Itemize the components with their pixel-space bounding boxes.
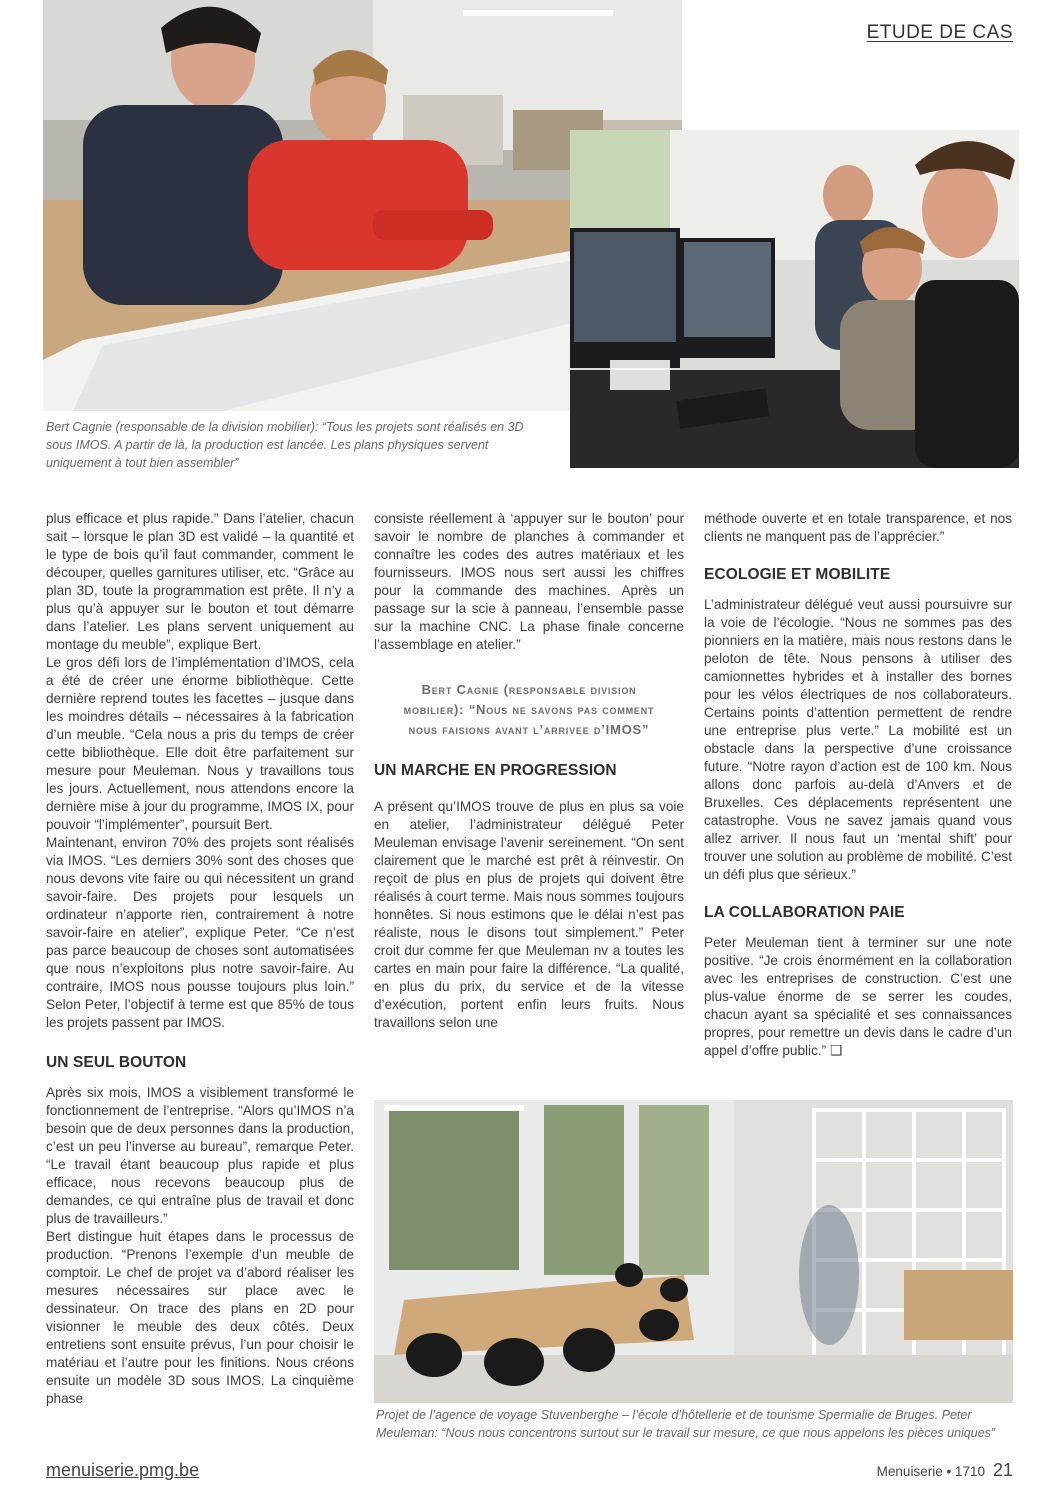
heading-collaboration: LA COLLABORATION PAIE [704, 904, 905, 921]
paragraph: Peter Meuleman tient à terminer sur une note positive. “Je crois énormément en la collaboration avec les entreprises de construction. C’est une plus-value énorme de se serrer les coudes, chacun ayant sa spécialité et ses connaissances propres, pour remettre un devis dans le cadre d’un appel d’offre public.” ❑ [704, 935, 1012, 1058]
column-3 [704, 510, 1012, 1060]
heading-ecologie-mobilite: ECOLOGIE ET MOBILITE [704, 566, 891, 583]
column-1 [46, 510, 354, 1408]
pull-quote: Bert Cagnie (responsable division mobilier): “Nous ne savons pas comment nous faisions avant l’arrivee d’IMOS” [403, 682, 655, 737]
caption-top: Bert Cagnie (responsable de la division mobilier): “Tous les projets sont réalisés en 3D sous IMOS. A partir de là, la production est lancée. Les plans physiques servent uniquement à tout bien assembler” [46, 420, 524, 470]
footer-website[interactable]: menuiserie.pmg.be [46, 1460, 200, 1480]
magazine-issue: Menuiserie • 1710 [876, 1464, 985, 1479]
paragraph: A présent qu’IMOS trouve de plus en plus sa voie en atelier, l’administrateur délégué Peter Meuleman envisage l’avenir sereinement. “On sent clairement que le marché est prêt à réinvestir. On reçoit de plus en plus de projets qui doivent être réalisés à court terme. Mais nous sommes toujours honnêtes. Si nous estimons que le délai n’est pas réaliste, nous le disons tout simplement.” Peter croit dur comme fer que Meuleman nv a toutes les cartes en main pour faire la différence. “La qualité, en plus du prix, du service et de la vitesse d’exécution, portent enfin leurs fruits. Nous travaillons selon une [374, 799, 684, 1030]
caption-bottom: Projet de l’agence de voyage Stuvenberghe – l’école d’hôtellerie et de tourisme Spermalie de Bruges. Peter Meuleman: “Nous nous concentrons surtout sur le travail sur mesure, ce que nous appelons les pièces uniques” [376, 1408, 996, 1440]
paragraph: Maintenant, environ 70% des projets sont réalisés via IMOS. “Les derniers 30% sont des choses que nous devons vite faire ou qui nécessitent un grand savoir-faire. Des projets pour lesquels un ordinateur n’apporte rien, contrairement à notre savoir-faire en atelier”, explique Peter. “Ce n’est pas parce beaucoup de choses sont automatisées que nous n’exploitons plus notre savoir-faire. Au contraire, IMOS nous pousse toujours plus loin.” Selon Peter, l’objectif à terme est que 85% de tous les projets passent par IMOS. [46, 835, 354, 1030]
footer-issue [877, 1460, 1013, 1481]
paragraph: Le gros défi lors de l’implémentation d’IMOS, cela a été de créer une énorme bibliothèque. Cette dernière reprend toutes les facettes – jusque dans les moindres détails – nécessaires à la fabrication d’un meuble. “Cela nous a pris du temps de créer cette bibliothèque. Elle doit être parfaitement sur mesure pour Meuleman. Nous y travaillons tous les jours. Actuellement, nous attendons encore la dernière mise à jour du programme, IMOS IX, pour pouvoir “l’implémenter”, poursuit Bert. [46, 655, 354, 832]
paragraph: L’administrateur délégué veut aussi poursuivre sur la voie de l’écologie. “Nous ne sommes pas des pionniers en la matière, mais nous restons dans le peloton de tête. Nous pensons à utiliser des camionnettes hybrides et à installer des bornes pour les vélos électriques de nos collaborateurs. Certains points d’attention permettent de rendre une entreprise plus verte.” La mobilité est un obstacle dans la perspective d’une croissance future. “Notre rayon d’action est de 100 km. Nous allons donc parfois au-delà d’Anvers et de Bruxelles. Ces déplacements représentent une catastrophe. Vous ne savez jamais quand vous allez arriver. Il nous faut un ‘mental shift’ pour trouver une solution au problème de mobilité. C’est un défi plus que sérieux.” [704, 597, 1012, 882]
paragraph: Après six mois, IMOS a visiblement transformé le fonctionnement de l’entreprise. “Alors qu’IMOS n’a besoin que de deux personnes dans la production, c’est un peu l’inverse au bureau”, remarque Peter. “Le travail étant beaucoup plus rapide et plus efficace, nous recevons beaucoup plus de demandes, ce qui entraîne plus de travail et donc plus de travailleurs.” [46, 1085, 354, 1226]
paragraph: plus efficace et plus rapide.” Dans l’atelier, chacun sait – lorsque le plan 3D est validé – la quantité et le type de bois qu’il faut commander, comment le découper, quelles garnitures utiliser, etc. “Grâce au plan 3D, toute la programmation est prête. Il n’y a plus qu’à appuyer sur le bouton et tout démarre dans l’atelier. Les plans servent uniquement au montage du meuble”, explique Bert. [46, 511, 354, 652]
page-number: 21 [992, 1460, 1013, 1480]
photo-office-computer [570, 130, 1019, 468]
column-2 [374, 510, 684, 1032]
paragraph: consiste réellement à ‘appuyer sur le bouton’ pour savoir le nombre de planches à commander et connaître les codes des autres matériaux et les fournisseurs. IMOS nous sert aussi les chiffres pour la commande des machines. Après un passage sur la scie à panneau, l’ensemble passe sur la machine CNC. La phase finale concerne l’assemblage en atelier.” [374, 511, 684, 652]
section-tag: ETUDE DE CAS [866, 22, 1013, 43]
paragraph: méthode ouverte et en totale transparence, et nos clients ne manquent pas de l’apprécier.” [704, 511, 1012, 544]
heading-un-seul-bouton: UN SEUL BOUTON [46, 1054, 187, 1071]
heading-marche-progression: UN MARCHE EN PROGRESSION [374, 762, 617, 779]
paragraph: Bert distingue huit étapes dans le processus de production. “Prenons l’exemple d’un meuble de comptoir. Le chef de projet va d’abord réaliser les mesures nécessaires sur place avec le dessinateur. On trace des plans en 2D pour visionner le meuble des deux côtés. Deux entretiens sont ensuite prévus, l’un pour choisir le matériau et l’autre pour les finitions. Nous créons ensuite un modèle 3D sous IMOS. La cinquième phase [46, 1229, 354, 1406]
photo-interior-agency [374, 1100, 1013, 1403]
